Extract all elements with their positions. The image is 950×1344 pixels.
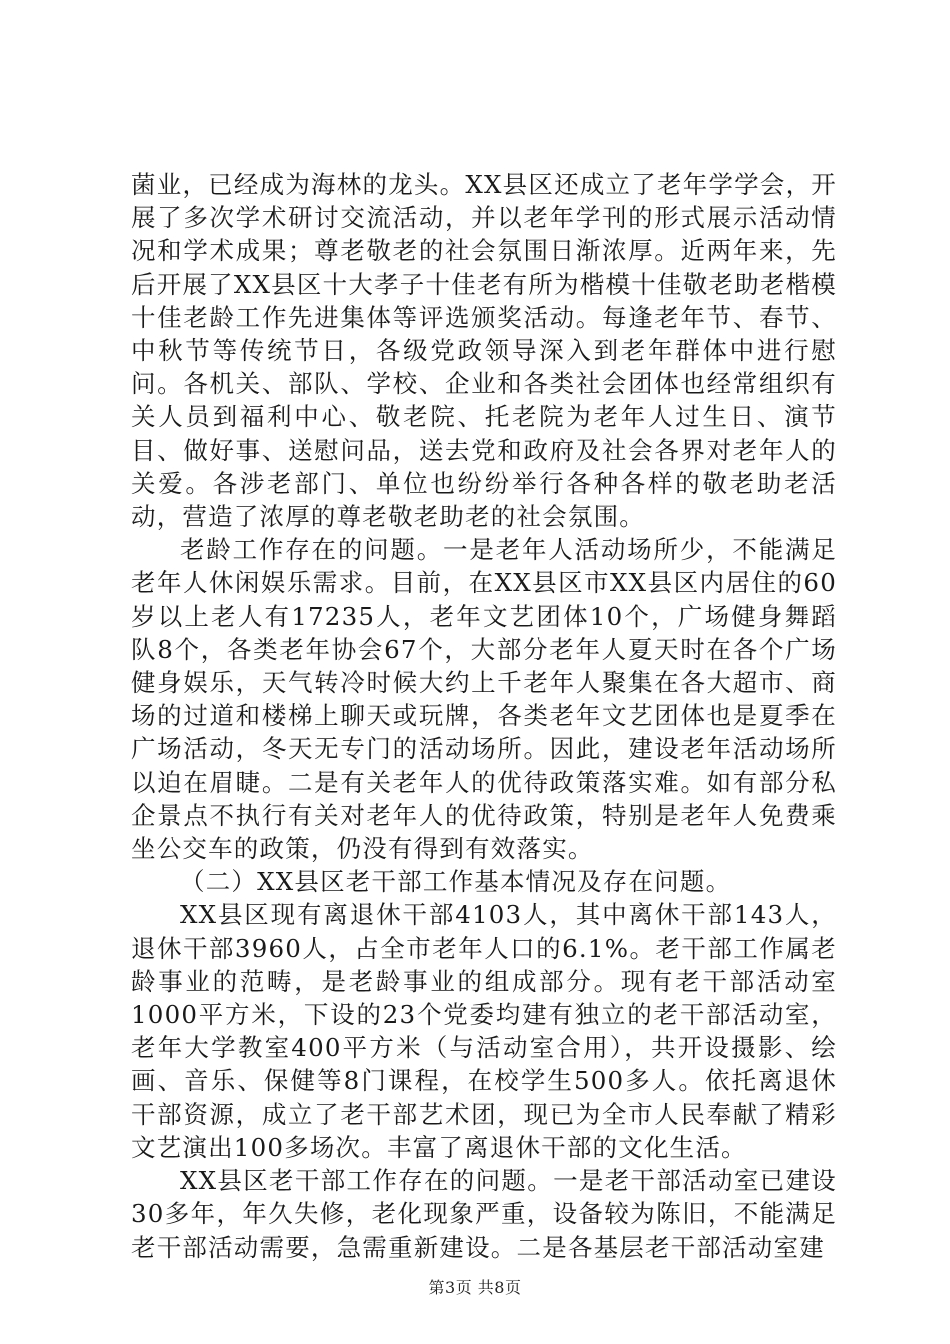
paragraph-veteran-cadres-overview: XX县区现有离退休干部4103人，其中离休干部143人，退休干部3960人，占全市老年人口的6.1%。老干部工作属老龄事业的范畴，是老龄事业的组成部分。现有老干部活动室1000平方米，下设的23个党委均建有独立的老干部活动室，老年大学教室400平方米（与活动室合用），共开设摄影、绘画、音乐、保健等8门课程，在校学生500多人。依托离退休干部资源，成立了老干部艺术团，现已为全市人民奉献了精彩文艺演出100多场次。丰富了离退休干部的文化生活。 [131, 900, 837, 1162]
document-body [131, 168, 837, 1264]
paragraph-veteran-cadres-problems: XX县区老干部工作存在的问题。一是老干部活动室已建设30多年，年久失修，老化现象严重，设备较为陈旧，不能满足老干部活动需要，急需重新建设。二是各基层老干部活动室建 [131, 1166, 837, 1262]
paragraph-continuation: 菌业，已经成为海林的龙头。XX县区还成立了老年学学会，开展了多次学术研讨交流活动，并以老年学刊的形式展示活动情况和学术成果；尊老敬老的社会氛围日渐浓厚。近两年来，先后开展了XX县区十大孝子十佳老有所为楷模十佳敬老助老楷模十佳老龄工作先进集体等评选颁奖活动。每逢老年节、春节、中秋节等传统节日，各级党政领导深入到老年群体中进行慰问。各机关、部队、学校、企业和各类社会团体也经常组织有关人员到福利中心、敬老院、托老院为老年人过生日、演节目、做好事、送慰问品，送去党和政府及社会各界对老年人的关爱。各涉老部门、单位也纷纷举行各种各样的敬老助老活动，营造了浓厚的尊老敬老助老的社会氛围。 [131, 170, 837, 532]
page-number-footer: 第3页 共8页 [428, 1278, 522, 1297]
paragraph-aging-work-problems: 老龄工作存在的问题。一是老年人活动场所少，不能满足老年人休闲娱乐需求。目前，在XX县区市XX县区内居住的60岁以上老人有17235人，老年文艺团体10个，广场健身舞蹈队8个，各类老年协会67个，大部分老年人夏天时在各个广场健身娱乐，天气转冷时候大约上千老年人聚集在各大超市、商场的过道和楼梯上聊天或玩牌，各类老年文艺团体也是夏季在广场活动，冬天无专门的活动场所。因此，建设老年活动场所以迫在眉睫。二是有关老年人的优待政策落实难。如有部分私企景点不执行有关对老年人的优待政策，特别是老年人免费乘坐公交车的政策，仍没有得到有效落实。 [131, 535, 837, 864]
section-heading-veteran-cadres: （二）XX县区老干部工作基本情况及存在问题。 [180, 867, 732, 897]
